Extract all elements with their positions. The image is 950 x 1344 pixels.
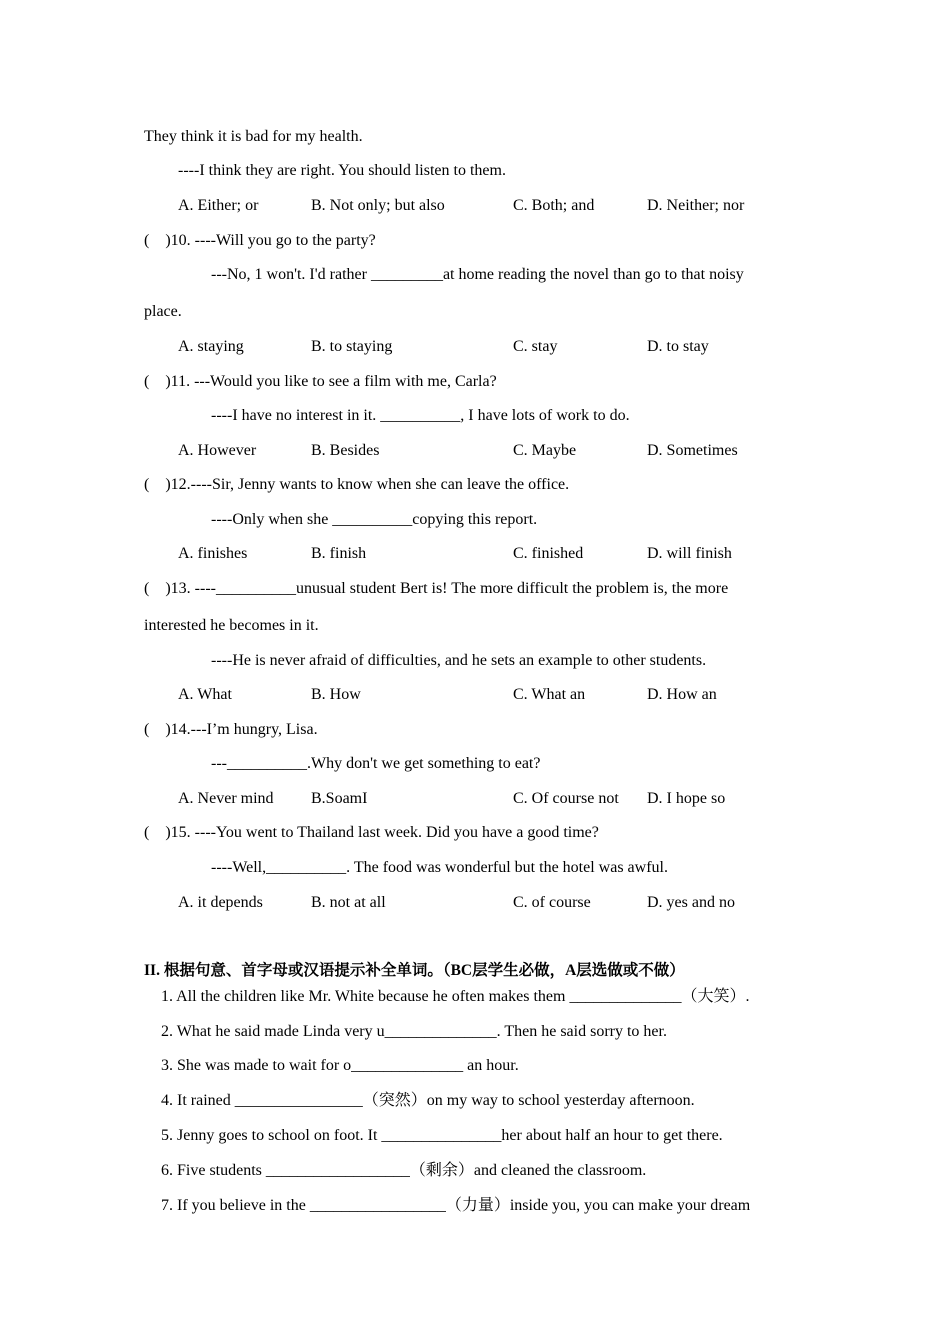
q12-option-b: B. finish [311, 545, 367, 562]
q9-option-c: C. Both; and [513, 197, 595, 214]
q12-option-c: C. finished [513, 545, 584, 562]
q15-option-a: A. it depends [178, 894, 263, 911]
q14-question: ( )14.---I’m hungry, Lisa. [144, 721, 318, 738]
q10-option-c: C. stay [513, 338, 558, 355]
section2-item-5: 5. Jenny goes to school on foot. It _______________her about half an hour to get there. [161, 1127, 723, 1144]
q10-option-a: A. staying [178, 338, 244, 355]
q14-option-c: C. Of course not [513, 790, 619, 807]
q11-option-d: D. Sometimes [647, 442, 738, 459]
section2-item-4: 4. It rained ________________（突然）on my way to school yesterday afternoon. [161, 1092, 695, 1109]
q14-option-d: D. I hope so [647, 790, 726, 807]
section2-item-7: 7. If you believe in the _________________（力量）inside you, you can make your dream [161, 1197, 751, 1214]
q13-question-cont: interested he becomes in it. [144, 617, 319, 634]
section2-item-1: 1. All the children like Mr. White because he often makes them ______________（大笑）. [161, 988, 750, 1005]
q13-option-b: B. How [311, 686, 361, 703]
q13-question: ( )13. ----__________unusual student Bert is! The more difficult the problem is, the more [144, 580, 729, 597]
q11-response: ----I have no interest in it. __________, I have lots of work to do. [211, 407, 630, 424]
section2-item-2: 2. What he said made Linda very u______________. Then he said sorry to her. [161, 1023, 667, 1040]
q13-response: ----He is never afraid of difficulties, and he sets an example to other students. [211, 652, 707, 669]
q15-question: ( )15. ----You went to Thailand last week. Did you have a good time? [144, 824, 599, 841]
q10-response: ---No, 1 won't. I'd rather _________at home reading the novel than go to that noisy [211, 266, 744, 283]
section2-item-6: 6. Five students __________________（剩余）and cleaned the classroom. [161, 1162, 647, 1179]
q9-continuation: They think it is bad for my health. [144, 128, 363, 145]
q10-question: ( )10. ----Will you go to the party? [144, 232, 376, 249]
q14-option-b: B.SoamI [311, 790, 368, 807]
q12-question: ( )12.----Sir, Jenny wants to know when she can leave the office. [144, 476, 570, 493]
q12-option-a: A. finishes [178, 545, 248, 562]
q15-option-d: D. yes and no [647, 894, 735, 911]
q15-option-b: B. not at all [311, 894, 386, 911]
q9-option-d: D. Neither; nor [647, 197, 745, 214]
q12-option-d: D. will finish [647, 545, 732, 562]
q15-option-c: C. of course [513, 894, 591, 911]
section2-heading: II. 根据句意、首字母或汉语提示补全单词。（BC层学生必做，A层选做或不做） [144, 962, 685, 979]
q12-response: ----Only when she __________copying this report. [211, 511, 538, 528]
q10-response-cont: place. [144, 303, 182, 320]
q9-response: ----I think they are right. You should listen to them. [178, 162, 506, 179]
q14-option-a: A. Never mind [178, 790, 274, 807]
q11-option-c: C. Maybe [513, 442, 577, 459]
q9-option-a: A. Either; or [178, 197, 259, 214]
q11-option-a: A. However [178, 442, 257, 459]
q13-option-a: A. What [178, 686, 232, 703]
q13-option-d: D. How an [647, 686, 717, 703]
section2-item-3: 3. She was made to wait for o______________ an hour. [161, 1057, 519, 1074]
q15-response: ----Well,__________. The food was wonderful but the hotel was awful. [211, 859, 668, 876]
q14-response: ---__________.Why don't we get something to eat? [211, 755, 541, 772]
q13-option-c: C. What an [513, 686, 586, 703]
q11-option-b: B. Besides [311, 442, 380, 459]
q11-question: ( )11. ---Would you like to see a film with me, Carla? [144, 373, 497, 390]
q9-option-b: B. Not only; but also [311, 197, 445, 214]
q10-option-b: B. to staying [311, 338, 393, 355]
q10-option-d: D. to stay [647, 338, 709, 355]
